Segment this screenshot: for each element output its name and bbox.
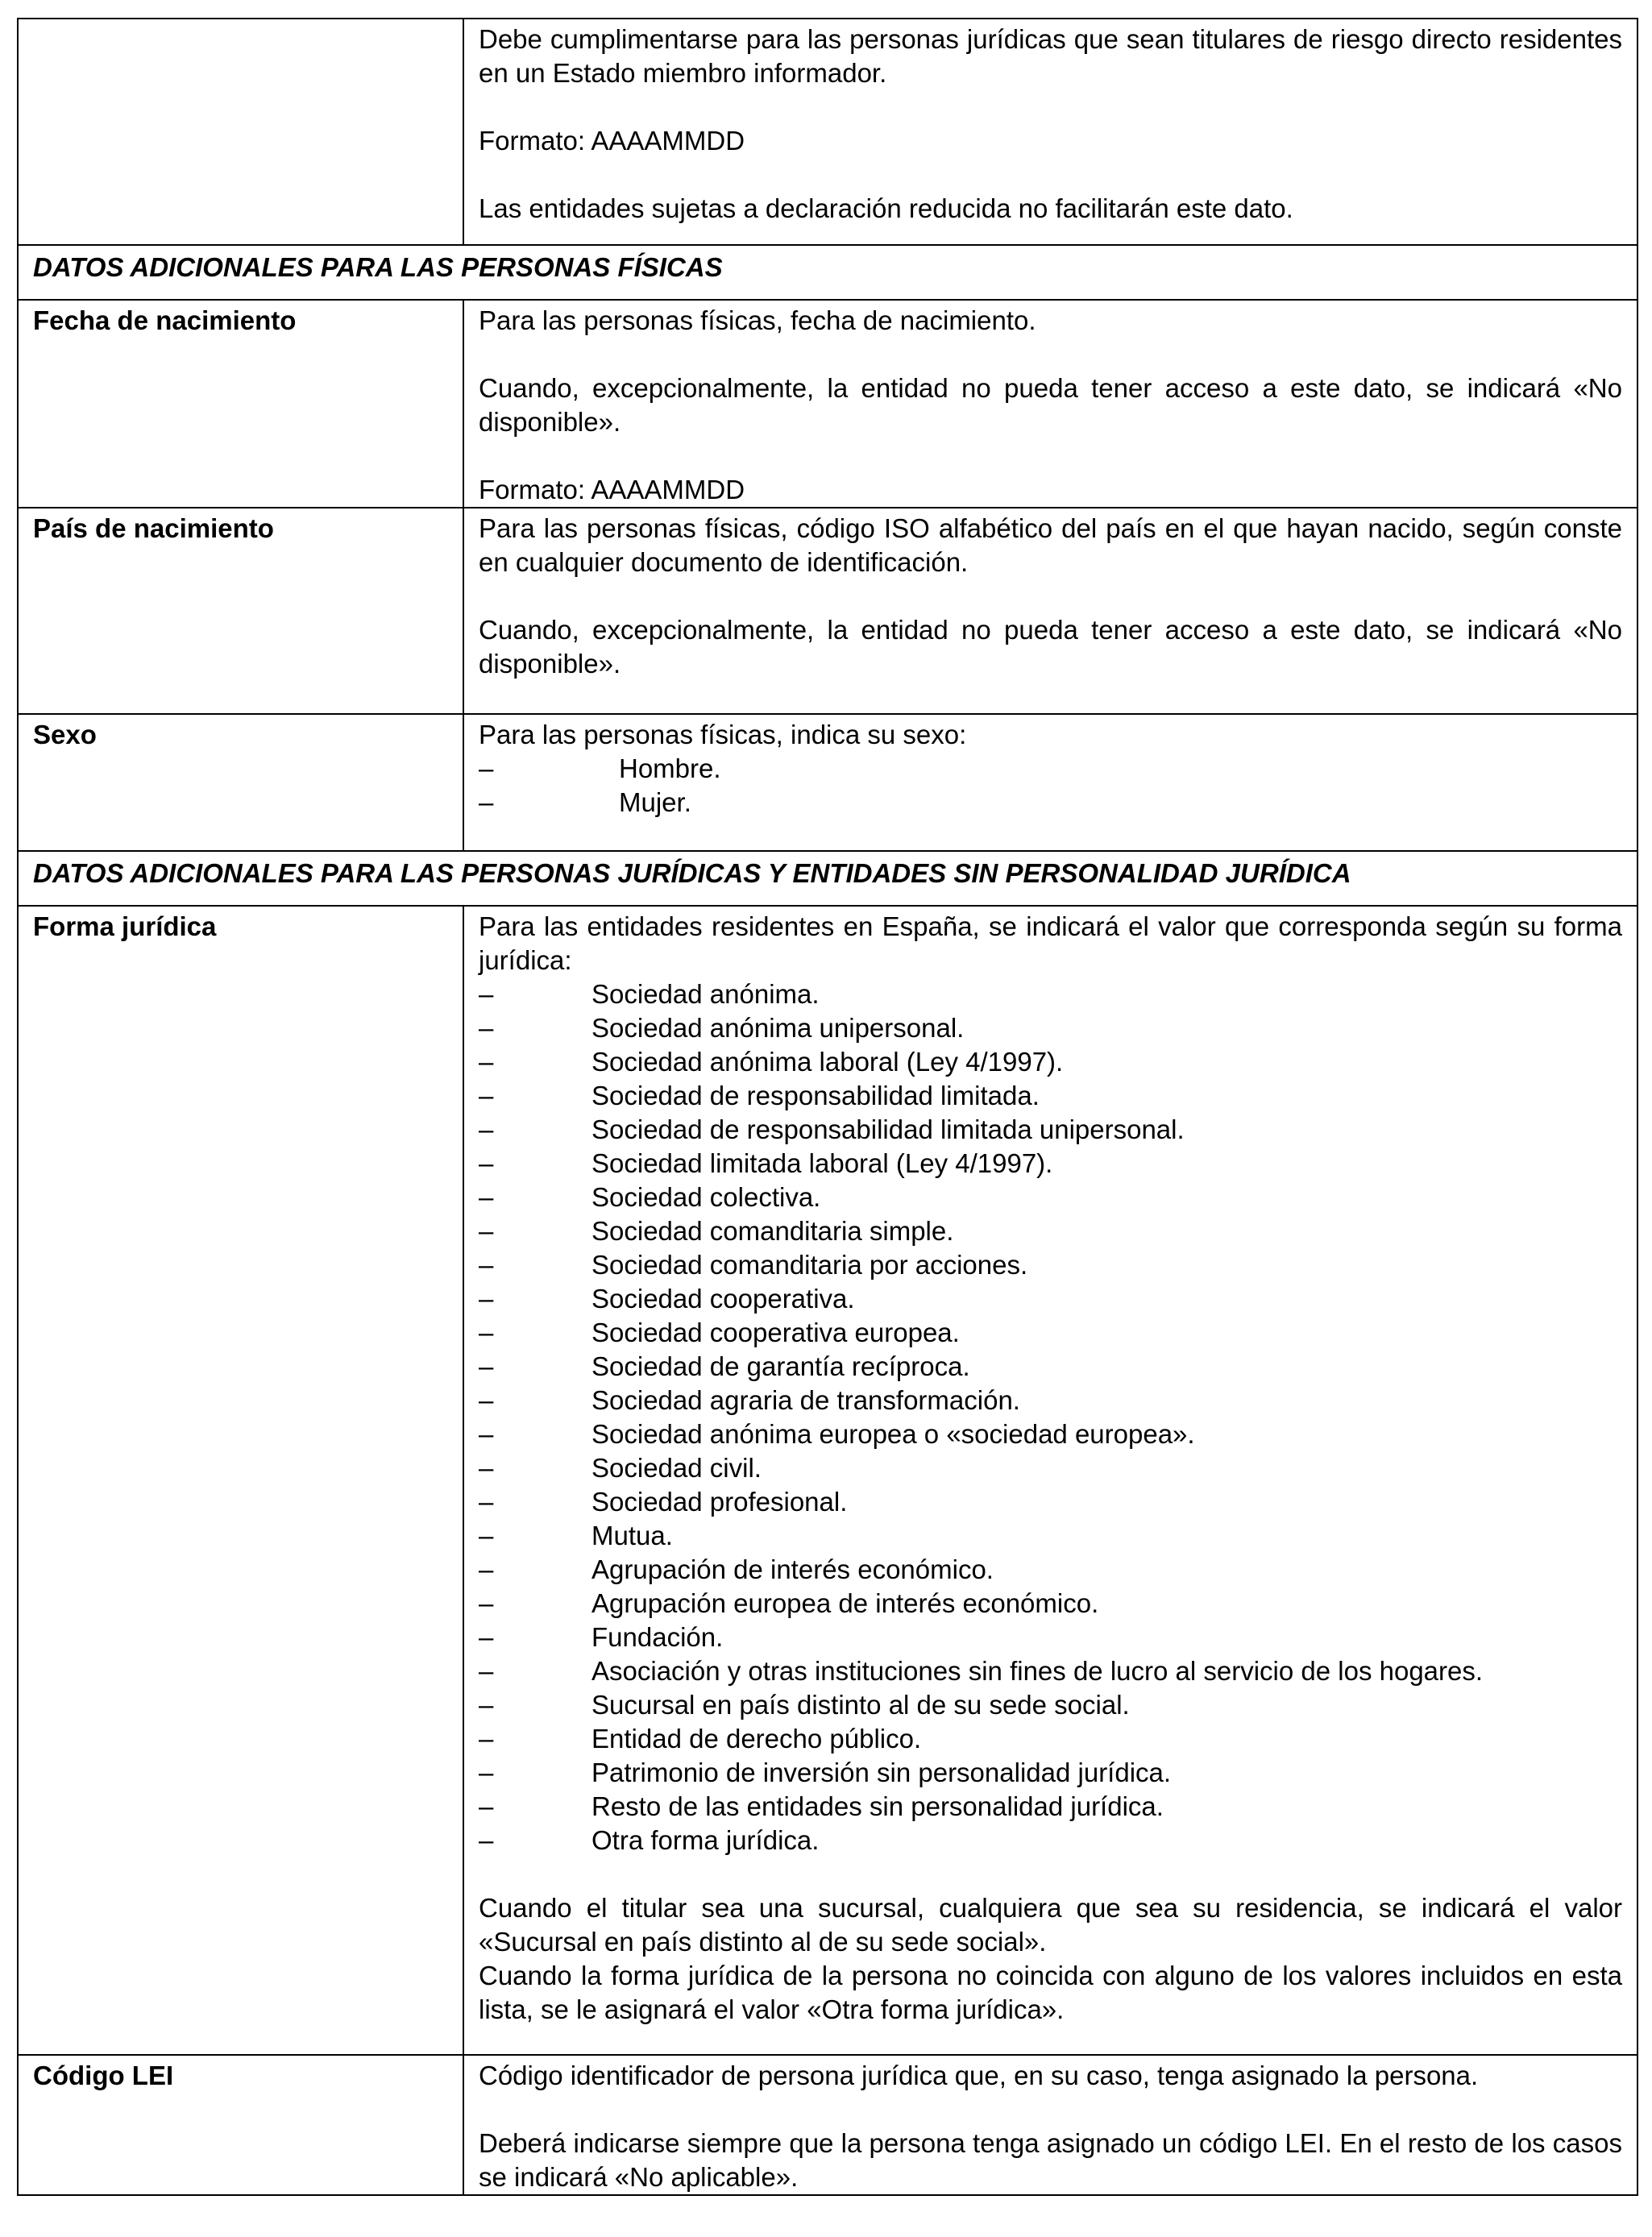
dash-bullet: – [479,1351,494,1381]
field-description-cell [463,300,1637,508]
note-paragraph: Cuando la forma jurídica de la persona no coincida con alguno de los valores incluidos en esta lista, se le asignará el valor «Otra forma jurídica». [479,1961,1622,2024]
description-paragraph: Para las personas físicas, fecha de nacimiento. [479,305,1036,335]
format-paragraph: Formato: AAAAMMDD [479,126,745,156]
list-item [479,1417,1622,1451]
list-item [479,1316,1622,1350]
list-item-text: Agrupación europea de interés económico. [591,1588,1099,1618]
list-item-text: Entidad de derecho público. [591,1724,922,1753]
dash-bullet: – [479,787,494,817]
list-item-text: Sociedad civil. [591,1453,762,1483]
list-item [479,1147,1622,1181]
dash-bullet: – [479,1419,494,1449]
dash-bullet: – [479,1656,494,1686]
list-item-text: Otra forma jurídica. [591,1825,820,1855]
list-item-text: Sociedad cooperativa. [591,1284,855,1314]
section-title-fisicas: DATOS ADICIONALES PARA LAS PERSONAS FÍSICAS [18,245,1637,300]
dash-bullet: – [479,1622,494,1652]
dash-bullet: – [479,1216,494,1246]
list-item [479,1519,1622,1553]
list-item-text: Sociedad anónima. [591,979,820,1009]
dash-bullet: – [479,1385,494,1415]
description-paragraph: Cuando, excepcionalmente, la entidad no pueda tener acceso a este dato, se indicará «No disponible». [479,615,1622,679]
list-item [479,1688,1622,1722]
field-label-forma-juridica: Forma jurídica [18,906,463,2055]
list-item-text: Sucursal en país distinto al de su sede social. [591,1690,1130,1720]
dash-bullet: – [479,753,494,783]
list-item-text: Sociedad cooperativa europea. [591,1318,960,1347]
field-label-codigo-lei: Código LEI [18,2055,463,2195]
dash-bullet: – [479,1487,494,1517]
list-item-text: Sociedad anónima europea o «sociedad europea». [591,1419,1195,1449]
list-item-text: Resto de las entidades sin personalidad jurídica. [591,1791,1164,1821]
dash-bullet: – [479,1724,494,1753]
dash-bullet: – [479,1013,494,1043]
dash-bullet: – [479,1182,494,1212]
section-header-row [18,851,1637,906]
field-label-cell [18,19,463,245]
list-item [479,1011,1622,1045]
list-item [479,752,1622,786]
list-item-text: Sociedad profesional. [591,1487,848,1517]
list-item [479,1350,1622,1384]
list-item-text: Sociedad de responsabilidad limitada unipersonal. [591,1114,1185,1144]
dash-bullet: – [479,1318,494,1347]
field-label-fecha-nacimiento: Fecha de nacimiento [18,300,463,508]
format-paragraph: Formato: AAAAMMDD [479,475,745,504]
description-paragraph: Para las personas físicas, indica su sexo: [479,720,967,749]
list-item-text: Sociedad anónima unipersonal. [591,1013,965,1043]
note-paragraph: Cuando el titular sea una sucursal, cualquiera que sea su residencia, se indicará el valor «Sucursal en país distinto al de su sede social». [479,1893,1622,1957]
dash-bullet: – [479,1114,494,1144]
list-item-text: Sociedad colectiva. [591,1182,821,1212]
list-item [479,1248,1622,1282]
table-row [18,906,1637,2055]
list-item [479,1485,1622,1519]
list-item-text: Sociedad anónima laboral (Ley 4/1997). [591,1047,1064,1077]
description-paragraph: Código identificador de persona jurídica que, en su caso, tenga asignado la persona. [479,2061,1479,2090]
field-label-sexo: Sexo [18,714,463,851]
table-row [18,300,1637,508]
dash-bullet: – [479,1791,494,1821]
list-item [479,1587,1622,1621]
field-label-pais-nacimiento: País de nacimiento [18,508,463,714]
list-item-text: Sociedad de garantía recíproca. [591,1351,970,1381]
list-item [479,1214,1622,1248]
list-item [479,1181,1622,1214]
description-paragraph: Cuando, excepcionalmente, la entidad no pueda tener acceso a este dato, se indicará «No disponible». [479,373,1622,437]
list-item [479,1824,1622,1857]
dash-bullet: – [479,1453,494,1483]
list-item [479,786,1622,820]
list-item [479,1113,1622,1147]
list-item [479,1790,1622,1824]
dash-bullet: – [479,1521,494,1550]
table-row [18,714,1637,851]
forma-juridica-options-list [479,977,1622,1857]
description-paragraph: Debe cumplimentarse para las personas jurídicas que sean titulares de riesgo directo residentes en un Estado miembro informador. [479,24,1622,88]
list-item-text: Sociedad limitada laboral (Ley 4/1997). [591,1148,1053,1178]
list-item [479,1654,1622,1688]
list-item-text: Hombre. [619,753,721,783]
list-item-text: Patrimonio de inversión sin personalidad jurídica. [591,1758,1172,1787]
field-description-cell [463,19,1637,245]
list-item [479,1756,1622,1790]
list-item [479,1451,1622,1485]
list-item-text: Fundación. [591,1622,724,1652]
list-item [479,977,1622,1011]
description-paragraph: Deberá indicarse siempre que la persona tenga asignado un código LEI. En el resto de los casos se indicará «No aplicable». [479,2128,1622,2192]
document-page [17,18,1637,2196]
description-paragraph: Las entidades sujetas a declaración reducida no facilitarán este dato. [479,193,1293,223]
dash-bullet: – [479,1047,494,1077]
field-description-cell [463,508,1637,714]
table-row [18,508,1637,714]
table-row [18,19,1637,245]
list-item [479,1079,1622,1113]
dash-bullet: – [479,1554,494,1584]
list-item [479,1621,1622,1654]
list-item-text: Mujer. [619,787,691,817]
dash-bullet: – [479,1250,494,1280]
dash-bullet: – [479,1588,494,1618]
table-row [18,2055,1637,2195]
description-paragraph: Para las entidades residentes en España, se indicará el valor que corresponda según su forma jurídica: [479,911,1622,975]
dash-bullet: – [479,1148,494,1178]
dash-bullet: – [479,979,494,1009]
field-description-cell [463,714,1637,851]
list-item-text: Sociedad de responsabilidad limitada. [591,1081,1040,1110]
list-item [479,1384,1622,1417]
dash-bullet: – [479,1081,494,1110]
list-item-text: Sociedad comanditaria simple. [591,1216,954,1246]
section-header-row [18,245,1637,300]
field-description-cell [463,2055,1637,2195]
list-item-text: Mutua. [591,1521,673,1550]
dash-bullet: – [479,1825,494,1855]
list-item-text: Agrupación de interés económico. [591,1554,994,1584]
field-description-cell [463,906,1637,2055]
list-item [479,1282,1622,1316]
dash-bullet: – [479,1284,494,1314]
fields-table [17,18,1638,2196]
dash-bullet: – [479,1758,494,1787]
sexo-options-list [479,752,1622,820]
list-item-text: Sociedad agraria de transformación. [591,1385,1020,1415]
list-item [479,1722,1622,1756]
list-item [479,1045,1622,1079]
list-item [479,1553,1622,1587]
dash-bullet: – [479,1690,494,1720]
list-item-text: Asociación y otras instituciones sin fines de lucro al servicio de los hogares. [591,1656,1484,1686]
section-title-juridicas: DATOS ADICIONALES PARA LAS PERSONAS JURÍDICAS Y ENTIDADES SIN PERSONALIDAD JURÍDICA [18,851,1637,906]
list-item-text: Sociedad comanditaria por acciones. [591,1250,1028,1280]
description-paragraph: Para las personas físicas, código ISO alfabético del país en el que hayan nacido, según conste en cualquier documento de identificación. [479,513,1622,577]
